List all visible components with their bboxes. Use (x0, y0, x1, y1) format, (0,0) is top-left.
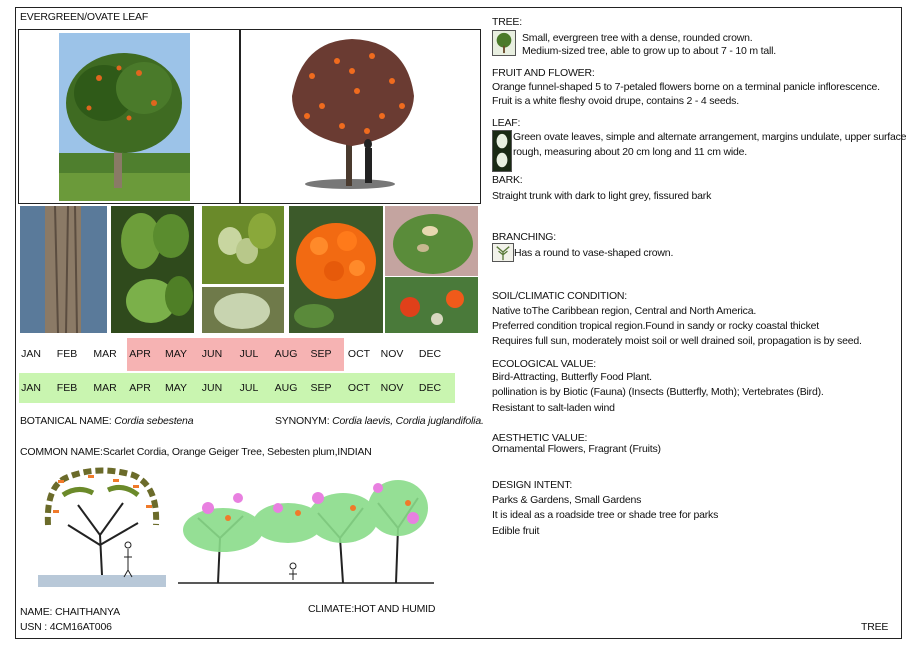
seed-photo (385, 206, 478, 276)
top-box-divider (239, 29, 241, 204)
foliage-month-jun: JUN (201, 382, 223, 394)
botanical-name (20, 415, 193, 428)
climate-label: CLIMATE:HOT AND HUMID (308, 603, 436, 615)
ecological-line-2: pollination is by Biotic (Fauna) (Insects (Butterfly, Moth); Vertebrates (Bird). (492, 386, 824, 398)
tree-thumbnail-icon (492, 30, 516, 56)
tree-illustration (282, 36, 420, 191)
foliage-month-jan: JAN (21, 382, 41, 394)
foliage-month-apr: APR (129, 382, 151, 394)
aesthetic-line-1: Ornamental Flowers, Fragrant (Fruits) (492, 443, 661, 455)
bark-heading: BARK: (492, 174, 523, 186)
fruit-photo (202, 206, 284, 284)
design-line-2: It is ideal as a roadside tree or shade tree for parks (492, 509, 719, 521)
flowering-month-jul: JUL (239, 348, 259, 360)
tree-line-1: Small, evergreen tree with a dense, rounded crown. (522, 32, 753, 44)
foliage-month-feb: FEB (56, 382, 78, 394)
soil-heading: SOIL/CLIMATIC CONDITION: (492, 290, 628, 302)
branching-line-1: Has a round to vase-shaped crown. (514, 247, 674, 259)
flowering-month-mar: MAR (93, 348, 117, 360)
foliage-month-jul: JUL (239, 382, 259, 394)
leaf-thumbnail-icon (492, 130, 512, 172)
soil-line-1: Native toThe Caribbean region, Central and North America. (492, 305, 757, 317)
foliage-month-dec: DEC (418, 382, 442, 394)
fruit-line-1: Orange funnel-shaped 5 to 7-petaled flowers borne on a terminal panicle inflorescence. (492, 81, 880, 93)
tree-photo (59, 33, 190, 201)
flowering-month-sep: SEP (310, 348, 332, 360)
soil-line-2: Preferred condition tropical region.Found in sandy or rocky coastal thicket (492, 320, 820, 332)
synonym (275, 415, 484, 428)
fruit-closeup-photo (202, 287, 284, 333)
foliage-month-aug: AUG (274, 382, 298, 394)
synonym-label: SYNONYM: (275, 415, 333, 427)
ecological-heading: ECOLOGICAL VALUE: (492, 358, 596, 370)
flowering-month-nov: NOV (380, 348, 404, 360)
design-line-3: Edible fruit (492, 525, 540, 537)
botanical-name-label: BOTANICAL NAME: (20, 415, 115, 427)
design-heading: DESIGN INTENT: (492, 479, 573, 491)
foliage-month-mar: MAR (93, 382, 117, 394)
design-line-1: Parks & Gardens, Small Gardens (492, 494, 642, 506)
student-name: NAME: CHAITHANYA (20, 606, 120, 618)
flower-cluster-photo (385, 277, 478, 333)
tree-line-2: Medium-sized tree, able to grow up to about 7 - 10 m tall. (522, 45, 776, 57)
flowering-month-may: MAY (165, 348, 187, 360)
header-title: EVERGREEN/OVATE LEAF (20, 11, 149, 23)
synonym-value: Cordia laevis, Cordia juglandifolia. (332, 415, 484, 427)
foliage-month-sep: SEP (310, 382, 332, 394)
leaf-line-2: rough, measuring about 20 cm long and 11 cm wide. (513, 146, 747, 158)
tree-heading: TREE: (492, 16, 522, 28)
flowering-month-oct: OCT (347, 348, 371, 360)
common-name: COMMON NAME:Scarlet Cordia, Orange Geiger Tree, Sebesten plum,INDIAN (20, 446, 372, 458)
foliage-month-oct: OCT (347, 382, 371, 394)
branching-heading: BRANCHING: (492, 231, 556, 243)
flowering-month-jan: JAN (21, 348, 41, 360)
streetscape-sketch (178, 468, 434, 593)
footer-tag: TREE (861, 621, 889, 633)
flower-photo (289, 206, 383, 333)
aesthetic-heading: AESTHETIC VALUE: (492, 432, 588, 444)
ecological-line-3: Resistant to salt-laden wind (492, 402, 615, 414)
tree-elevation-sketch (38, 465, 166, 590)
fruit-heading: FRUIT AND FLOWER: (492, 67, 595, 79)
flowering-month-apr: APR (129, 348, 151, 360)
fruit-line-2: Fruit is a white fleshy ovoid drupe, contains 2 - 4 seeds. (492, 95, 739, 107)
flowering-month-dec: DEC (418, 348, 442, 360)
branching-thumbnail-icon (492, 243, 514, 262)
flowering-month-feb: FEB (56, 348, 78, 360)
ecological-line-1: Bird-Attracting, Butterfly Food Plant. (492, 371, 652, 383)
flowering-month-jun: JUN (201, 348, 223, 360)
flowering-month-aug: AUG (274, 348, 298, 360)
soil-line-3: Requires full sun, moderately moist soil or well drained soil, propagation is by seed. (492, 335, 862, 347)
leaf-photo (111, 206, 194, 333)
leaf-line-1: Green ovate leaves, simple and alternate arrangement, margins undulate, upper surface (513, 131, 907, 143)
foliage-month-nov: NOV (380, 382, 404, 394)
bark-photo (20, 206, 107, 333)
student-usn: USN : 4CM16AT006 (20, 621, 112, 633)
bark-line-1: Straight trunk with dark to light grey, fissured bark (492, 190, 712, 202)
leaf-heading: LEAF: (492, 117, 521, 129)
foliage-month-may: MAY (165, 382, 187, 394)
botanical-name-value: Cordia sebestena (114, 415, 194, 427)
